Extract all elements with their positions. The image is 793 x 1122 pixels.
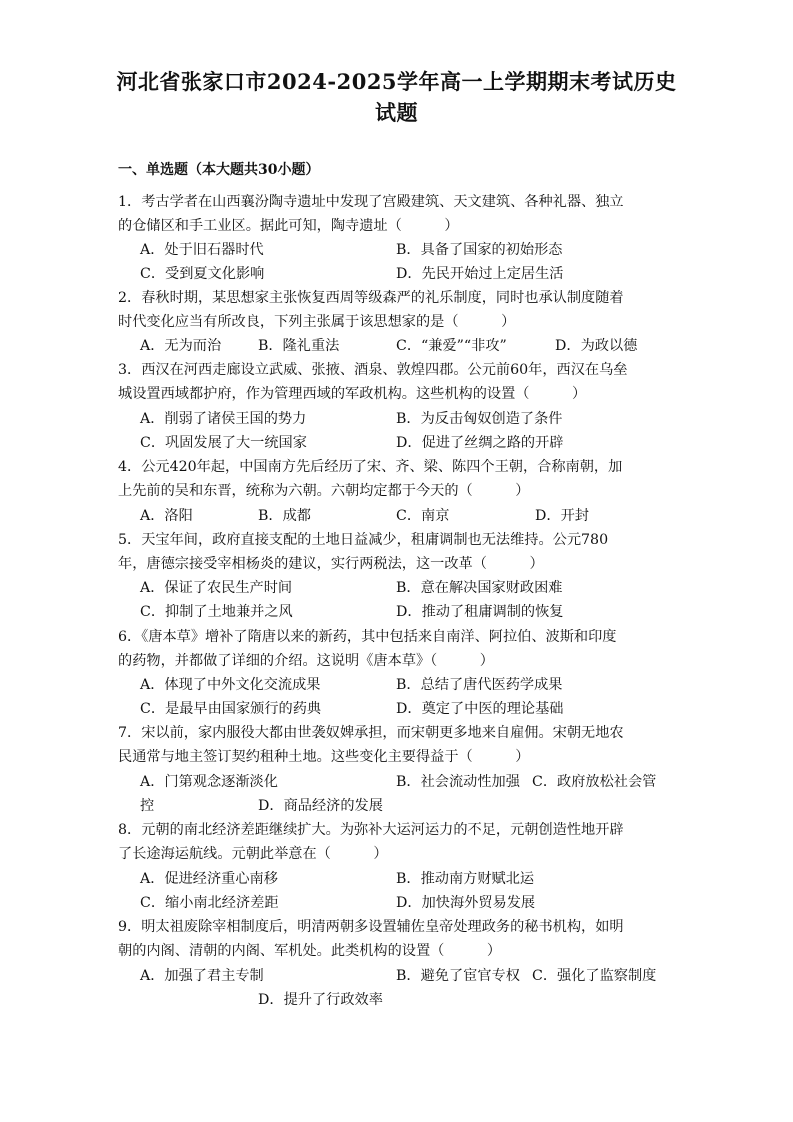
question-5-option-a: A．保证了农民生产时间 <box>140 580 293 596</box>
question-7-option-a: A．门第观念逐渐淡化 <box>140 774 278 790</box>
question-8-option-c: C．缩小南北经济差距 <box>140 895 279 911</box>
question-5-text: 5．天宝年间，政府直接支配的土地日益减少，租庸调制也无法维持。公元780 <box>118 532 609 548</box>
question-9-option-a: A．加强了君主专制 <box>140 968 264 984</box>
question-3-text: 3．西汉在河西走廊设立武威、张掖、酒泉、敦煌四郡。公元前60年，西汉在乌垒 <box>118 362 628 378</box>
question-6-option-b: B．总结了唐代医药学成果 <box>396 677 563 693</box>
question-1-option-c: C．受到夏文化影响 <box>140 266 265 282</box>
question-2-text: 2．春秋时期，某思想家主张恢复西周等级森严的礼乐制度，同时也承认制度随着 <box>118 290 624 306</box>
question-3-option-d: D．促进了丝绸之路的开辟 <box>396 435 564 451</box>
question-9-text-cont: 朝的内阁、清朝的内阁、军机处。此类机构的设置（ ） <box>118 943 502 959</box>
question-4-option-a: A．洛阳 <box>140 508 193 524</box>
question-2-option-a: A．无为而治 <box>140 338 222 354</box>
question-6-option-c: C．是最早由国家颁行的药典 <box>140 701 322 717</box>
section-heading: 一、单选题（本大题共30小题） <box>118 162 320 178</box>
question-2-option-b: B．隆礼重法 <box>258 338 340 354</box>
question-3-option-b: B．为反击匈奴创造了条件 <box>396 411 563 427</box>
question-1-option-a: A．处于旧石器时代 <box>140 242 264 258</box>
question-7-option-b: B．社会流动性加强 <box>396 774 520 790</box>
question-4-option-d: D．开封 <box>535 508 589 524</box>
question-5-option-c: C．抑制了土地兼并之风 <box>140 604 293 620</box>
question-4-text-cont: 上先前的吴和东晋，统称为六朝。六朝均定都于今天的（ ） <box>118 483 530 499</box>
question-2-option-c: C．“兼爱”“非攻” <box>396 338 507 354</box>
question-9-option-c: C．强化了监察制度 <box>532 968 657 984</box>
question-9-option-b: B．避免了宦官专权 <box>396 968 520 984</box>
question-8-text-cont: 了长途海运航线。元朝此举意在（ ） <box>118 846 388 862</box>
question-4-option-b: B．成都 <box>258 508 311 524</box>
question-3-option-c: C．巩固发展了大一统国家 <box>140 435 307 451</box>
question-9-text: 9．明太祖废除宰相制度后，明清两朝多设置辅佐皇帝处理政务的秘书机构，如明 <box>118 919 624 935</box>
question-5-option-d: D．推动了租庸调制的恢复 <box>396 604 564 620</box>
question-7-option-c: C．政府放松社会管 <box>532 774 657 790</box>
question-8-option-b: B．推动南方财赋北运 <box>396 871 535 887</box>
question-8-text: 8．元朝的南北经济差距继续扩大。为弥补大运河运力的不足，元朝创造性地开辟 <box>118 822 624 838</box>
page-title: 河北省张家口市2024-2025学年高一上学期期末考试历史 <box>116 69 677 94</box>
question-6-option-d: D．奠定了中医的理论基础 <box>396 701 564 717</box>
question-7-option-c-cont: 控 <box>140 798 155 814</box>
question-8-option-d: D．加快海外贸易发展 <box>396 895 536 911</box>
question-9-option-d: D．提升了行政效率 <box>258 992 383 1008</box>
question-2-option-d: D．为政以德 <box>555 338 638 354</box>
question-1-text-cont: 的仓储区和手工业区。据此可知，陶寺遗址（ ） <box>118 218 459 234</box>
question-1-option-d: D．先民开始过上定居生活 <box>396 266 564 282</box>
question-7-option-d: D．商品经济的发展 <box>258 798 383 814</box>
question-1-text: 1．考古学者在山西襄汾陶寺遗址中发现了宫殿建筑、天文建筑、各种礼器、独立 <box>118 194 624 210</box>
question-5-text-cont: 年，唐德宗接受宰相杨炎的建议，实行两税法，这一改革（ ） <box>118 556 544 572</box>
question-3-text-cont: 城设置西域都护府，作为管理西域的军政机构。这些机构的设置（ ） <box>118 386 587 402</box>
question-6-text: 6．《唐本草》增补了隋唐以来的新药，其中包括来自南洋、阿拉伯、波斯和印度 <box>118 629 617 645</box>
question-5-option-b: B．意在解决国家财政困难 <box>396 580 563 596</box>
question-6-text-cont: 的药物，并都做了详细的介绍。这说明《唐本草》（ ） <box>118 653 494 669</box>
question-4-text: 4．公元420年起，中国南方先后经历了宋、齐、梁、陈四个王朝，合称南朝，加 <box>118 459 623 475</box>
question-3-option-a: A．削弱了诸侯王国的势力 <box>140 411 307 427</box>
question-8-option-a: A．促进经济重心南移 <box>140 871 278 887</box>
question-2-text-cont: 时代变化应当有所改良，下列主张属于该思想家的是（ ） <box>118 314 516 330</box>
question-4-option-c: C．南京 <box>396 508 450 524</box>
question-7-text: 7．宋以前，家内服役大都由世袭奴婢承担，而宋朝更多地来自雇佣。宋朝无地农 <box>118 725 624 741</box>
question-1-option-b: B．具备了国家的初始形态 <box>396 242 563 258</box>
question-7-text-cont: 民通常与地主签订契约租种土地。这些变化主要得益于（ ） <box>118 749 530 765</box>
page-title-continued: 试题 <box>375 100 418 125</box>
question-6-option-a: A．体现了中外文化交流成果 <box>140 677 321 693</box>
